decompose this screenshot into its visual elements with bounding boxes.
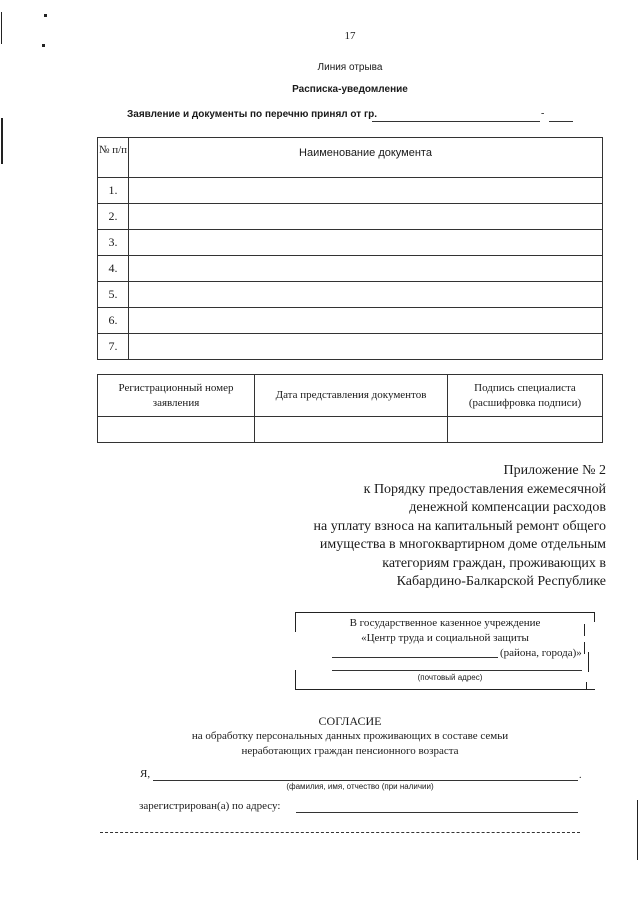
accepted-text: Заявление и документы по перечню принял от гр. — [127, 109, 378, 120]
row-number: 6. — [98, 308, 129, 334]
registration-header-row — [98, 375, 603, 417]
i-label: Я, — [140, 768, 151, 780]
col-doc-name-header — [129, 138, 603, 178]
box-edge — [584, 642, 585, 654]
submission-date-header: Дата представления документов — [255, 375, 448, 417]
box-corner — [594, 612, 595, 622]
accepted-from-line-2 — [549, 121, 573, 122]
row-number: 1. — [98, 178, 129, 204]
consent-subtitle: неработающих граждан пенсионного возраста — [241, 745, 459, 757]
addressee-line1: В государственное казенное учреждение — [349, 617, 541, 629]
table-row — [98, 230, 603, 256]
box-edge — [588, 652, 589, 672]
scan-edge-mark — [1, 12, 2, 44]
receipt-title: Расписка-уведомление — [292, 84, 408, 95]
row-number: 4. — [98, 256, 129, 282]
appendix-block — [314, 462, 606, 592]
registration-value-row — [98, 417, 603, 443]
table-row — [98, 334, 603, 360]
box-corner — [295, 612, 296, 632]
accepted-from-line — [372, 121, 540, 122]
addressee-line2: «Центр труда и социальной защиты — [361, 632, 529, 644]
specialist-signature-cell[interactable] — [448, 417, 603, 443]
page-number: 17 — [344, 30, 356, 42]
scan-edge-mark — [637, 800, 638, 860]
document-list-table — [97, 137, 603, 360]
full-name-input-line[interactable] — [153, 780, 578, 781]
address-hint: (почтовый адрес) — [417, 673, 483, 682]
row-number: 5. — [98, 282, 129, 308]
cut-line-label: Линия отрыва — [317, 62, 383, 73]
scan-mark — [42, 44, 45, 47]
submission-date-cell[interactable] — [255, 417, 448, 443]
full-name-trailer: . — [579, 770, 582, 781]
specialist-signature-header: Подпись специалиста (расшифровка подписи) — [448, 375, 603, 417]
scan-edge-mark — [1, 118, 3, 164]
registration-table — [97, 374, 603, 443]
appendix-line: имущества в многоквартирном доме отдельным — [319, 537, 606, 552]
doc-name-cell[interactable] — [129, 178, 603, 204]
consent-title: СОГЛАСИЕ — [318, 714, 382, 728]
registered-address-line[interactable] — [296, 812, 578, 813]
registered-label: зарегистрирован(а) по адресу: — [139, 800, 281, 812]
doc-name-cell[interactable] — [129, 334, 603, 360]
appendix-line: категориям граждан, проживающих в — [382, 555, 606, 571]
addressee-line3: (района, города)» — [500, 647, 582, 659]
table-row — [98, 308, 603, 334]
box-edge — [584, 624, 585, 636]
doc-name-cell[interactable] — [129, 204, 603, 230]
doc-name-cell[interactable] — [129, 308, 603, 334]
box-corner — [295, 612, 595, 613]
doc-name-cell[interactable] — [129, 230, 603, 256]
full-name-hint: (фамилия, имя, отчество (при наличии) — [286, 782, 434, 791]
registered-address-line-2[interactable] — [100, 832, 580, 833]
consent-subtitle: на обработку персональных данных проживающих в составе семьи — [191, 730, 509, 742]
box-corner — [295, 689, 595, 690]
doc-name-cell[interactable] — [129, 256, 603, 282]
postal-address-line[interactable] — [332, 670, 582, 671]
doc-name-cell[interactable] — [129, 282, 603, 308]
table-row — [98, 256, 603, 282]
registration-number-cell[interactable] — [98, 417, 255, 443]
appendix-line: к Порядку предоставления ежемесячной — [363, 481, 606, 497]
accepted-trailer: - — [541, 108, 545, 119]
table-header-row — [98, 138, 603, 178]
appendix-line: денежной компенсации расходов — [409, 500, 606, 515]
appendix-line: на уплату взноса на капитальный ремонт общего — [313, 518, 606, 534]
scan-mark — [44, 14, 47, 17]
row-number: 3. — [98, 230, 129, 256]
col-number-header-text: № п/п — [98, 144, 128, 156]
table-row — [98, 282, 603, 308]
district-input-line[interactable] — [332, 657, 498, 658]
registration-number-header: Регистрационный номер заявления — [98, 375, 255, 417]
col-number-header — [98, 138, 129, 178]
row-number: 7. — [98, 334, 129, 360]
appendix-title: Приложение № 2 — [503, 463, 606, 478]
box-corner — [586, 682, 587, 690]
appendix-line: Кабардино-Балкарской Республике — [396, 574, 606, 589]
table-row — [98, 178, 603, 204]
col-doc-name-header-text: Наименование документа — [299, 147, 432, 159]
table-row — [98, 204, 603, 230]
row-number: 2. — [98, 204, 129, 230]
box-corner — [295, 670, 296, 690]
